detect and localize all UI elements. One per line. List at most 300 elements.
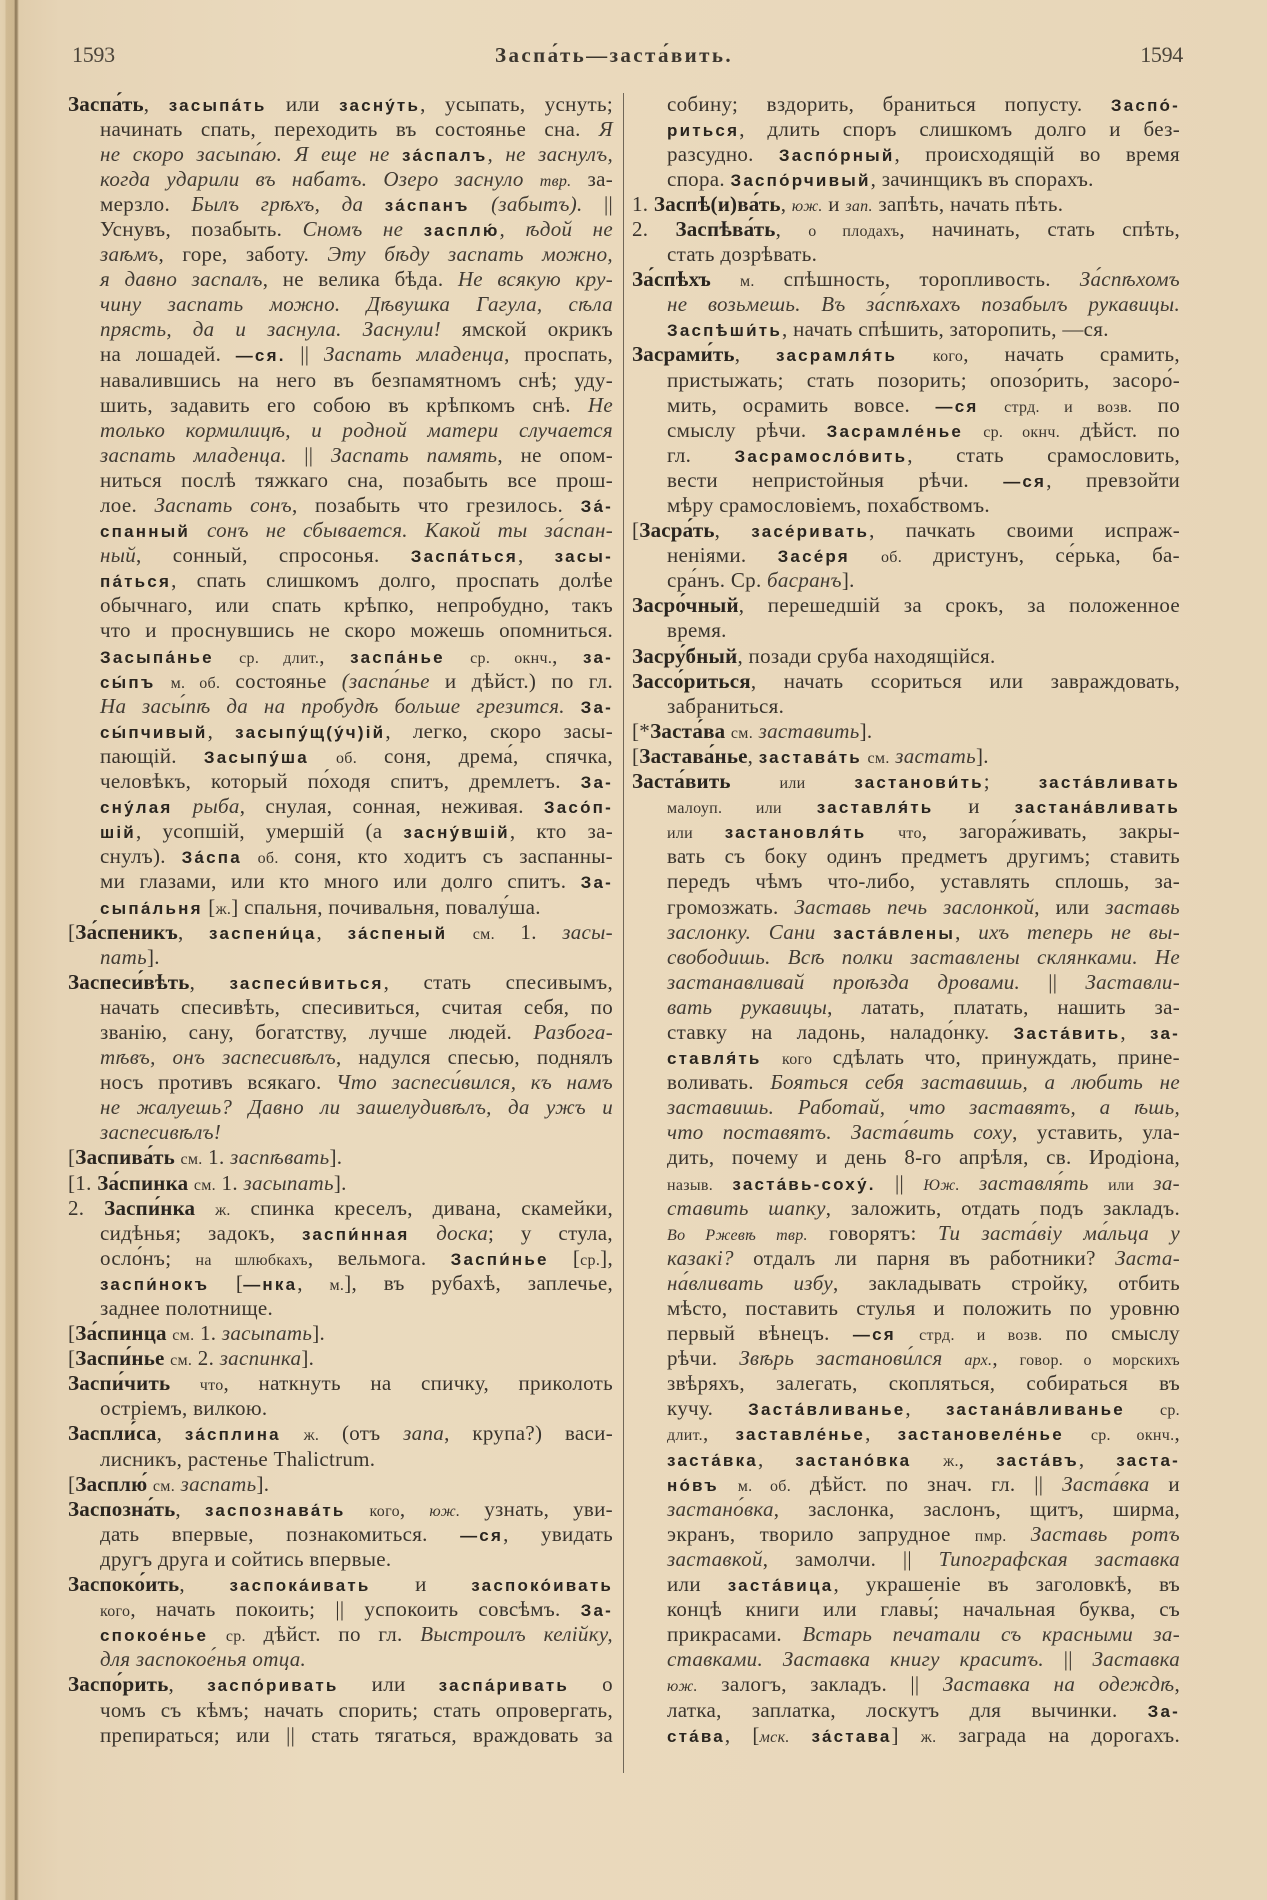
derived-form: заспо́ривать (207, 1676, 339, 1696)
grammar-label: ср. длит. (239, 649, 320, 667)
definition-text: мить, осрамить вовсе. (667, 392, 936, 417)
grammar-label: назыв. (667, 1176, 714, 1194)
definition-text: , усыпать, уснуть; (420, 91, 613, 116)
example-text: заставля́ть (979, 1170, 1089, 1195)
example-text: не скоро засыпа́ю. Я еще не (100, 141, 402, 166)
definition-text (410, 1221, 437, 1245)
example-text: Былъ грѣхъ, да (191, 191, 385, 216)
definition-text: спора. (667, 166, 731, 191)
definition-text: , (955, 919, 979, 944)
definition-text: ]. (146, 944, 160, 969)
definition-text (943, 1346, 965, 1370)
derived-form: —ся (460, 1525, 504, 1545)
definition-text: воливать. (667, 1070, 771, 1095)
definition-text: ]. (333, 1170, 347, 1195)
example-text: только кормилицѣ, и родной матери случается (100, 417, 613, 442)
definition-text: , (702, 1421, 736, 1446)
headword: Заспли́са (68, 1421, 157, 1446)
dictionary-line (100, 142, 613, 167)
definition-text: что и проснувшись не скоро можешь опомниться. (100, 618, 613, 643)
example-text: Заспать сонъ (154, 493, 292, 517)
definition-text: первый вѣнецъ. (667, 1321, 853, 1346)
example-text: заспать младенца. (100, 442, 287, 467)
dictionary-line (68, 1472, 613, 1497)
derived-form: за́спалъ (402, 145, 488, 165)
definition-text: и (822, 191, 846, 216)
dictionary-line (632, 593, 1180, 618)
derived-form: но́въ (667, 1475, 719, 1495)
example-text: чину заспать можно. Дѣвушка Гагула, сѣла (100, 292, 613, 317)
definition-text: стать дозрѣвать. (667, 242, 818, 267)
headword: Заспа́ть (68, 91, 144, 116)
grammar-label: м. об. (170, 674, 221, 692)
definition-text: || (285, 342, 324, 367)
dictionary-line (100, 1547, 613, 1572)
definition-text: [ (548, 1245, 581, 1270)
derived-form: Засрамле́нье (826, 421, 964, 441)
grammar-label: или (779, 775, 806, 793)
dictionary-line (100, 669, 613, 694)
headword: Заспи́чить (68, 1371, 171, 1396)
dictionary-line (100, 418, 613, 443)
grammar-label: на шлюбкахъ (195, 1251, 308, 1269)
definition-text: забраниться. (667, 693, 785, 718)
definition-text: осло́нъ; (100, 1245, 196, 1270)
definition-text: , превзойти (1046, 467, 1180, 492)
headword: Заста́вить (632, 769, 731, 794)
definition-text (447, 920, 473, 944)
dictionary-line (100, 1120, 613, 1145)
definition-text: , вельмога. (307, 1245, 451, 1270)
definition-text (1089, 1171, 1108, 1195)
definition-text: сидѣнья; задокъ, (100, 1220, 302, 1245)
definition-text: , уставить, ула- (1012, 1120, 1180, 1145)
derived-form: заставле́нье (735, 1425, 866, 1445)
example-text: (заспа́нье (341, 668, 430, 693)
definition-text: дристунъ, се́рька, ба- (902, 543, 1180, 568)
derived-form: застава́ть (758, 747, 862, 767)
definition-text: , усопшій, умершій (а (135, 819, 404, 844)
dictionary-line (100, 744, 613, 769)
definition-text: званію, сану, богатству, лучше людей. (100, 1019, 534, 1044)
dictionary-line (68, 920, 613, 945)
derived-form: шій (100, 823, 136, 843)
dictionary-line (632, 719, 1180, 744)
example-text: , не заснулъ, (487, 141, 613, 166)
grammar-label: длит. (667, 1427, 703, 1445)
definition-text: , наткнуть на спичку, приколоть (223, 1371, 613, 1396)
headword: Заспоко́ить (68, 1572, 180, 1597)
definition-text: залогъ, закладъ. || (697, 1672, 943, 1697)
derived-form: за- (583, 647, 613, 667)
definition-text: экранъ, творило запрудное (667, 1521, 975, 1546)
example-text: застанавливай проѣзда дровами. (667, 969, 1021, 994)
dictionary-line (667, 844, 1180, 869)
dictionary-line (667, 1522, 1180, 1547)
dictionary-line (100, 443, 613, 468)
definition-text (816, 920, 834, 944)
dictionary-line (68, 1672, 613, 1697)
definition-text: соня, дрема́, спячка, (357, 743, 613, 768)
dictionary-line (667, 117, 1180, 142)
derived-form: —ся (1003, 471, 1047, 491)
example-text: Типографская заставка (938, 1546, 1180, 1571)
derived-form: заста́вка (667, 1450, 758, 1470)
dictionary-line (100, 618, 613, 643)
grammar-label: ср. (1159, 1402, 1180, 1420)
definition-text (911, 1447, 943, 1471)
example-text: на́вливать избу (667, 1270, 833, 1295)
grammar-label: ср. окнч. (470, 649, 553, 667)
definition-text: , (143, 91, 169, 116)
definition-text: рѣчи. (667, 1346, 740, 1371)
derived-form: заспа́ривать (438, 1676, 570, 1696)
definition-text: , длить споръ слишкомъ долго и без- (739, 116, 1180, 141)
dictionary-line (667, 418, 1180, 443)
grammar-label: стрд. и возв. (1004, 398, 1133, 416)
derived-form: Заспа́ться (410, 547, 518, 567)
grammar-label: об. (257, 850, 279, 868)
definition-text: , загора́живать, закры- (921, 819, 1180, 844)
definition-text (214, 644, 239, 668)
grammar-label: м. (329, 1276, 345, 1294)
dictionary-line (632, 342, 1180, 367)
definition-text: , или (1034, 894, 1106, 919)
dictionary-line (667, 568, 1180, 593)
dictionary-line (100, 794, 613, 819)
definition-text: ] (891, 1722, 921, 1747)
dictionary-line (100, 1296, 613, 1321)
example-text: заспать (180, 1471, 257, 1496)
definition-text: [ (68, 1346, 76, 1371)
definition-text: , стать срамословить, (907, 442, 1180, 467)
dictionary-line (667, 1120, 1180, 1145)
definition-text: заднее полотнище. (100, 1296, 274, 1320)
dictionary-line (100, 242, 613, 267)
definition-text: , (552, 643, 584, 668)
derived-form: сыпа́льня (100, 898, 203, 918)
example-text: ставками. Заставка книгу краситъ. (667, 1647, 1044, 1672)
definition-text (195, 1196, 215, 1220)
example-text: басранъ (767, 568, 842, 593)
example-text: Эту бѣду заспать можно, (327, 242, 613, 267)
headword: Заспозна́ть (68, 1496, 176, 1521)
grammar-label-italic: арх. (964, 1352, 993, 1370)
dictionary-line (632, 744, 1180, 769)
derived-form: Засе́ря (777, 547, 850, 567)
definition-text: мѣсто, поставить стулья и положить по уровню (667, 1296, 1180, 1320)
definition-text: ], (600, 1245, 614, 1270)
derived-form: Засрамосло́вить (734, 446, 908, 466)
dictionary-line (100, 1271, 613, 1296)
example-text: заспесивѣлъ! (100, 1120, 222, 1145)
definition-text: заграда на дорогахъ. (936, 1722, 1180, 1747)
definition-text: [ (632, 743, 640, 768)
dictionary-line (100, 769, 613, 794)
example-text: Заспать младенца (323, 342, 505, 367)
dictionary-line (667, 970, 1180, 995)
derived-form: —ся (852, 1325, 896, 1345)
definition-text: остріемъ, вилкою. (100, 1396, 268, 1421)
headword: За́спинка (97, 1170, 189, 1195)
definition-text: 1. (194, 1321, 222, 1346)
dictionary-line (667, 292, 1180, 317)
example-text: что поставятъ. Заста́вить соху (667, 1120, 1013, 1145)
dictionary-line (100, 1221, 613, 1246)
definition-text: смыслу рѣчи. (667, 417, 827, 442)
dictionary-line (100, 819, 613, 844)
example-text: ихъ теперь не вы- (978, 919, 1180, 944)
definition-text: [* (632, 718, 651, 743)
dictionary-line (667, 1723, 1180, 1748)
definition-text: начинать спать, переходить въ состоянье сна. (100, 116, 599, 141)
page-number-right: 1594 (1140, 42, 1183, 67)
definition-text: 2. (192, 1346, 220, 1371)
definition-text: (отъ (319, 1421, 404, 1446)
definition-text: , (958, 1446, 997, 1471)
definition-text: , горе, заботу. (158, 242, 328, 267)
example-text: свободишь. Всѣ полки заставлены склянками. Не (667, 944, 1180, 969)
derived-form: заста́вливать (1038, 773, 1180, 793)
example-text: Звѣрь застанови́лся (739, 1346, 943, 1371)
dictionary-line (667, 443, 1180, 468)
definition-text: , замолчи. || (762, 1546, 939, 1571)
definition-text (790, 1723, 812, 1747)
example-text: (забытъ). (469, 191, 583, 216)
definition-text: снулъ). (100, 844, 182, 869)
definition-text (565, 694, 581, 718)
definition-text (309, 744, 336, 768)
derived-form: за́спеный (347, 923, 448, 943)
definition-text: , (1174, 1672, 1180, 1697)
definition-text: запѣть, начать пѣть. (872, 191, 1064, 216)
example-text: Не (587, 392, 613, 417)
definition-text (963, 418, 983, 442)
derived-form: За- (580, 773, 613, 793)
definition-text: Уснувъ, позабыть. (100, 216, 303, 241)
grammar-label: пмр. (974, 1527, 1007, 1545)
column-divider (623, 93, 624, 1773)
definition-text: , (1174, 1421, 1180, 1446)
definition-text: , не велика бѣда. (262, 267, 458, 292)
example-text: заѣмъ (100, 242, 159, 267)
derived-form: Заспи́нье (450, 1249, 549, 1269)
definition-text: латка, заплатка, лоскутъ для вычинки. (667, 1697, 1148, 1722)
grammar-label: ср. окнч. (983, 423, 1061, 441)
example-text: застано́вка (667, 1496, 774, 1521)
definition-text: , латать, платать, нашить за- (827, 994, 1181, 1019)
dictionary-line (100, 117, 613, 142)
definition-text: , пачкать своими испраж- (869, 518, 1180, 543)
grammar-label: см. (180, 1151, 203, 1169)
definition-text: , начать срамить, (963, 342, 1180, 367)
definition-text (866, 819, 898, 843)
dictionary-line (100, 694, 613, 719)
grammar-label: кого (932, 348, 964, 366)
dictionary-line (667, 543, 1180, 568)
dictionary-line (100, 1246, 613, 1271)
dictionary-line (68, 1421, 613, 1446)
headword: За́спинца (75, 1321, 167, 1346)
definition-text: 1. (202, 1145, 231, 1170)
derived-form: заставля́ть (816, 798, 934, 818)
dictionary-line (667, 1622, 1180, 1647)
example-text: ставить шапку (667, 1195, 826, 1220)
derived-form: засну́вшій (403, 823, 510, 843)
dictionary-line (100, 368, 613, 393)
definition-text: , (179, 1572, 230, 1597)
definition-text: , (865, 1421, 898, 1446)
definition-text: , надулся спесью, поднялъ (335, 1045, 613, 1070)
grammar-label: или (667, 825, 694, 843)
definition-text (170, 1371, 200, 1395)
dictionary-line (667, 1497, 1180, 1522)
grammar-label: см. (170, 1352, 193, 1370)
definition-text: , зачинщикъ въ спорахъ. (870, 166, 1094, 191)
definition-text: мерзло. (100, 191, 192, 216)
definition-text (896, 1321, 919, 1345)
example-text: Заставь печь заслонкой (794, 894, 1035, 919)
example-text: На засы́пѣ да на пробудѣ больше грезится. (100, 693, 565, 718)
definition-text: вести непристойныя рѣчи. (667, 467, 1004, 492)
definition-text: , начать ссориться или завраждовать, (750, 668, 1180, 693)
headword: Заста́ва (650, 718, 726, 743)
derived-form: —ся. (235, 346, 286, 366)
example-text: Заставли- (1085, 969, 1180, 994)
definition-text: носъ противъ всякаго. (100, 1070, 337, 1095)
grammar-label-italic: юж. (429, 1502, 461, 1520)
definition-text: по смыслу (1042, 1321, 1180, 1346)
definition-text: чомъ съ кѣмъ; начать спорить; стать опровергать, (100, 1697, 613, 1722)
definition-text: , позабыть что грезилось. (291, 493, 581, 517)
definition-text: 2. (632, 216, 676, 241)
dictionary-line (667, 1447, 1180, 1472)
dictionary-line (632, 192, 1180, 217)
derived-form: За- (1147, 1701, 1180, 1721)
definition-text (346, 1497, 370, 1521)
definition-text: прикрасами. (667, 1622, 803, 1647)
dictionary-line (667, 1698, 1180, 1723)
definition-text: ми глазами, или кто много или долго спитъ. (100, 869, 581, 894)
dictionary-line (667, 794, 1180, 819)
derived-form: за- (1150, 1023, 1180, 1043)
derived-form: Заста́вливанье (748, 1400, 906, 1420)
grammar-label: об. (335, 749, 358, 767)
derived-form: заста́въ (996, 1450, 1079, 1470)
example-text: Бояться себя заставишь, а любить не (770, 1070, 1181, 1095)
dictionary-line (100, 945, 613, 970)
definition-text: , [ (724, 1722, 760, 1747)
definition-text: время. (667, 618, 727, 643)
definition-text: , закладывать стройку, отбить (833, 1270, 1180, 1295)
headword: Заспѣва́ть (675, 216, 776, 241)
definition-text: навалившись на него въ безпамятномъ снѣ; уду- (100, 367, 613, 392)
definition-text: , (734, 342, 777, 367)
definition-text: , начать спѣшить, заторопить, —ся. (781, 317, 1109, 342)
dictionary-line (667, 1547, 1180, 1572)
dictionary-line (68, 1371, 613, 1396)
dictionary-line (667, 819, 1180, 844)
dictionary-line (100, 1020, 613, 1045)
dictionary-line (667, 1647, 1180, 1672)
derived-form: застана́вливанье (945, 1400, 1125, 1420)
dictionary-line (632, 669, 1180, 694)
example-text: запа (403, 1421, 445, 1446)
dictionary-line (68, 1196, 613, 1221)
derived-form: спанный (100, 522, 191, 542)
dictionary-line (667, 167, 1180, 192)
example-text: Встарь печатали съ красными за- (802, 1622, 1180, 1647)
derived-form: заспока́ивать (229, 1576, 371, 1596)
definition-text: дѣйст. по гл. (245, 1622, 421, 1647)
derived-form: Заста́вить (1013, 1023, 1121, 1043)
derived-form: заспоко́ивать (471, 1576, 613, 1596)
definition-text (713, 1171, 732, 1195)
definition-text: 1. (216, 1170, 244, 1195)
definition-text: , происходящій во время (894, 141, 1181, 166)
definition-text: ]. (312, 1321, 326, 1346)
derived-form: за́спанъ (384, 195, 470, 215)
grammar-label: см. (193, 1176, 216, 1194)
definition-text: , (905, 1396, 946, 1421)
grammar-label: ж. (943, 1452, 959, 1470)
dictionary-line (667, 92, 1180, 117)
dictionary-line (667, 1070, 1180, 1095)
definition-text: , проспать, (504, 342, 614, 367)
example-text: Разбога- (533, 1019, 613, 1044)
definition-text: [1. (68, 1170, 98, 1195)
derived-form: ставля́ть (667, 1049, 762, 1069)
definition-text: , позади сруба находящійся. (737, 643, 996, 668)
definition-text: , снулая, сонная, неживая. (239, 794, 544, 819)
definition-text: , (992, 1346, 1020, 1371)
definition-text: , (316, 919, 348, 944)
dictionary-line (100, 1522, 613, 1547)
definition-text: [ (209, 1270, 244, 1295)
definition-text (719, 1472, 738, 1496)
definition-text: передъ чѣмъ что-либо, уставлять сплошь, за- (667, 869, 1180, 894)
definition-text: , стать спесивымъ, (383, 969, 613, 994)
derived-form: за́става (811, 1726, 892, 1746)
derived-form: сы́пъ (100, 672, 156, 692)
dictionary-line (667, 869, 1180, 894)
definition-text: , кто за- (509, 819, 614, 844)
example-text: пать (100, 944, 147, 969)
definition-text (173, 794, 193, 818)
grammar-label: см. (172, 1327, 195, 1345)
definition-text: или (338, 1672, 439, 1697)
dictionary-line (667, 920, 1180, 945)
definition-text: разсудно. (667, 141, 779, 166)
definition-text: || (1043, 1647, 1093, 1672)
definition-text: лисникъ, растенье Thalictrum. (100, 1446, 376, 1471)
example-text: засы- (562, 919, 613, 944)
derived-form: засплю́ (423, 220, 500, 240)
derived-form: за́сплина (184, 1425, 281, 1445)
headword: За́спеникъ (75, 919, 178, 944)
example-text: Заставка (1092, 1647, 1181, 1672)
definition-text: и (933, 794, 1015, 819)
grammar-label: стрд. и возв. (919, 1327, 1043, 1345)
definition-text: концѣ книги или главы́; начальная буква, съ (667, 1597, 1180, 1622)
dictionary-line (667, 1421, 1180, 1446)
derived-form: засрамля́ть (776, 346, 898, 366)
dictionary-line (667, 1672, 1180, 1697)
dictionary-line (100, 1095, 613, 1120)
definition-text: препираться; или || стать тягаться, враждовать за (100, 1722, 613, 1747)
definition-text: дѣйст. по (1060, 417, 1180, 442)
definition-text: , начинать, стать спѣть, (899, 216, 1180, 241)
